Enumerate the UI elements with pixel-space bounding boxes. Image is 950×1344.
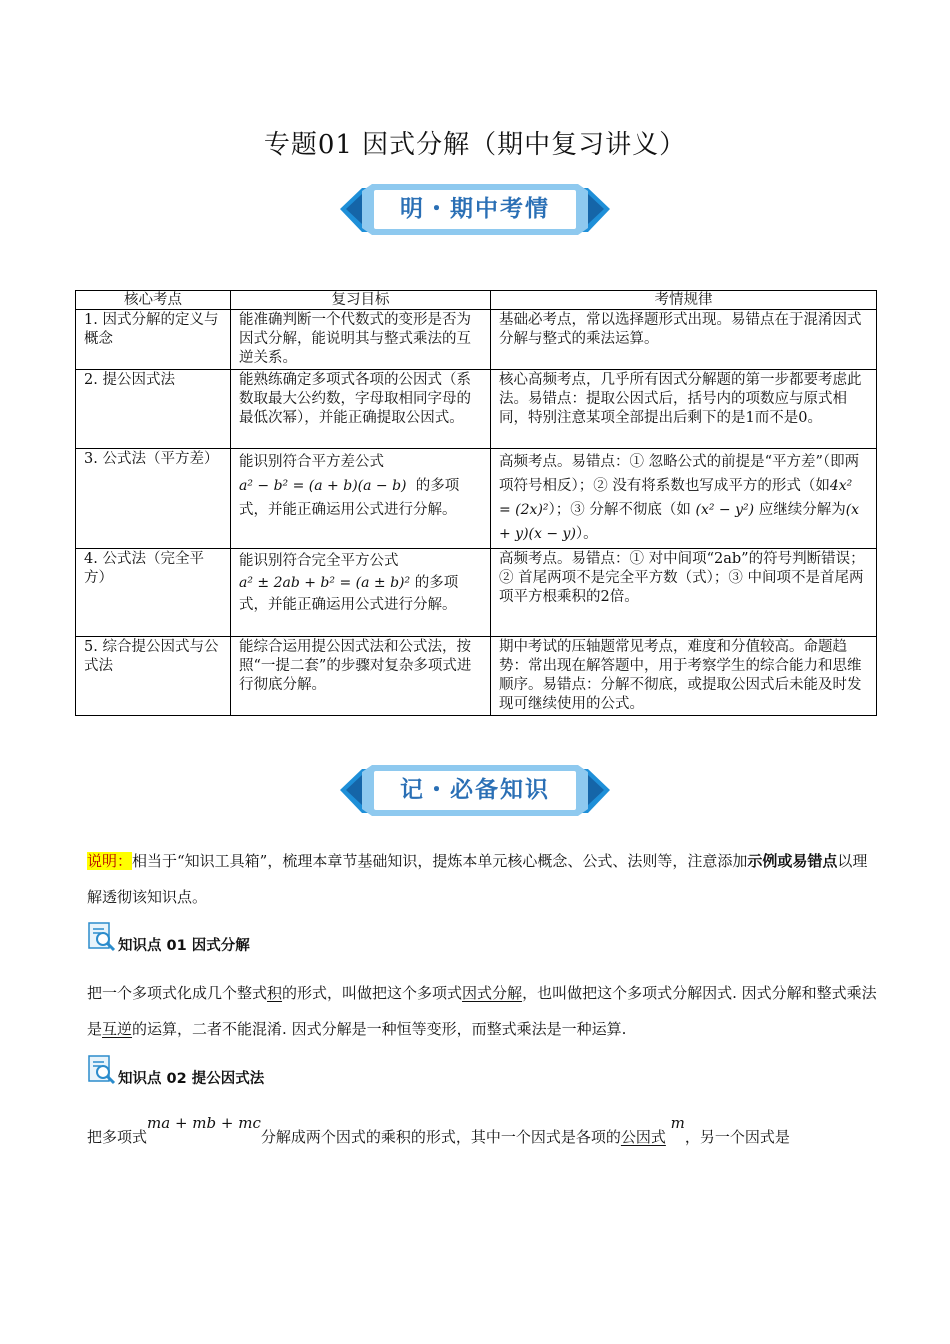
underlined-term: 互逆 bbox=[102, 1020, 133, 1038]
underlined-term: 积 bbox=[267, 984, 283, 1002]
rule-formula: (x² − y²) bbox=[695, 502, 755, 518]
banner-title: 明・期中考情 bbox=[400, 196, 550, 222]
note-bold: 示例或易错点 bbox=[747, 852, 838, 870]
cell-goal bbox=[231, 549, 491, 637]
cell-goal bbox=[231, 449, 491, 549]
exam-analysis-table bbox=[75, 290, 877, 716]
note-text: 以理解透彻该知识点。 bbox=[87, 852, 868, 906]
body-text: 把多项式 bbox=[87, 1128, 148, 1146]
cell-topic: 4. 公式法（完全平方） bbox=[76, 549, 231, 637]
body-text: ，另一个因式是 bbox=[684, 1128, 790, 1146]
rule-formula: 4x² = (2x)² bbox=[499, 478, 853, 518]
body-text: ，也叫做把这个多项式分解因式. 因式分解和整式乘法是 bbox=[87, 984, 877, 1038]
rule-text: 应继续分解为 bbox=[758, 502, 846, 518]
note-text: 相当于“知识工具箱”，梳理本章节基础知识，提炼本单元核心概念、公式、法则等，注意添加 bbox=[132, 852, 748, 870]
cell-topic: 5. 综合提公因式与公式法 bbox=[76, 637, 231, 716]
magnifier-document-icon bbox=[87, 1055, 117, 1085]
table-header-row bbox=[76, 291, 877, 310]
common-factor-symbol: m bbox=[670, 1114, 685, 1132]
knowledge-point-title: 知识点 01 因式分解 bbox=[118, 938, 250, 954]
difference-of-squares-formula: a² − b² = (a + b)(a − b) bbox=[239, 478, 407, 494]
rule-text: ）。 bbox=[575, 526, 598, 542]
cell-rule: 期中考试的压轴题常见考点，难度和分值较高。命题趋势：常出现在解答题中，用于考察学生的综合能力和思维顺序。易错点：分解不彻底，或提取公因式后未能及时发现可继续使用的公式。 bbox=[491, 637, 877, 716]
cell-rule bbox=[491, 449, 877, 549]
header-rule: 考情规律 bbox=[491, 291, 877, 310]
cell-goal: 能准确判断一个代数式的变形是否为因式分解，能说明其与整式乘法的互逆关系。 bbox=[231, 310, 491, 370]
cell-rule: 高频考点。易错点：① 对中间项“2ab”的符号判断错误；② 首尾两项不是完全平方数（式）；③ 中间项不是首尾两项平方根乘积的2倍。 bbox=[491, 549, 877, 637]
document-title: 专题01 因式分解（期中复习讲义） bbox=[263, 130, 687, 160]
polynomial-formula: ma + mb + mc bbox=[147, 1114, 261, 1132]
body-text: 的运算，二者不能混淆. 因式分解是一种恒等变形，而整式乘法是一种运算. bbox=[132, 1020, 627, 1038]
cell-goal: 能熟练确定多项式各项的公因式（系数取最大公约数，字母取相同字母的最低次幂），并能正确提取公因式。 bbox=[231, 370, 491, 449]
section-banner-exam bbox=[340, 184, 610, 238]
header-goal: 复习目标 bbox=[231, 291, 491, 310]
goal-text: 能识别符合完全平方公式 bbox=[239, 553, 399, 569]
table-row bbox=[76, 637, 877, 716]
knowledge-point-body bbox=[87, 1113, 877, 1161]
table-row bbox=[76, 549, 877, 637]
perfect-square-formula: a² ± 2ab + b² = (a ± b)² bbox=[239, 575, 411, 591]
note-paragraph bbox=[87, 843, 877, 915]
cell-rule: 基础必考点，常以选择题形式出现。易错点在于混淆因式分解与整式的乘法运算。 bbox=[491, 310, 877, 370]
header-topic: 核心考点 bbox=[76, 291, 231, 310]
cell-goal: 能综合运用提公因式法和公式法，按照“一提二套”的步骤对复杂多项式进行彻底分解。 bbox=[231, 637, 491, 716]
underlined-term: 因式分解 bbox=[462, 984, 523, 1002]
section-banner-knowledge bbox=[340, 765, 610, 819]
magnifier-document-icon bbox=[87, 922, 117, 952]
banner-title: 记・必备知识 bbox=[400, 777, 550, 803]
underlined-term: 公因式 bbox=[620, 1128, 666, 1146]
cell-rule: 核心高频考点，几乎所有因式分解题的第一步都要考虑此法。易错点：提取公因式后，括号内的项数应与原式相同，特别注意某项全部提出后剩下的是1而不是0。 bbox=[491, 370, 877, 449]
knowledge-point-title: 知识点 02 提公因式法 bbox=[118, 1071, 265, 1087]
cell-topic: 2. 提公因式法 bbox=[76, 370, 231, 449]
body-text: 分解成两个因式的乘积的形式，其中一个因式是各项的 bbox=[260, 1128, 621, 1146]
goal-text: 能识别符合平方差公式 bbox=[239, 454, 384, 470]
rule-text: 高频考点。易错点：① 忽略公式的前提是“平方差”（即两项符号相反）；② 没有将系数也写成平方的形式（如 bbox=[499, 454, 860, 494]
table-row bbox=[76, 449, 877, 549]
rule-text: ）；③ 分解不彻底（如 bbox=[548, 502, 691, 518]
rule-formula: (x + y)(x − y) bbox=[499, 502, 860, 542]
goal-text: 的多项式，并能正确运用公式进行分解。 bbox=[239, 478, 460, 518]
goal-text: 的多项式，并能正确运用公式进行分解。 bbox=[239, 575, 459, 613]
body-text: 的形式，叫做把这个多项式 bbox=[282, 984, 463, 1002]
table-row bbox=[76, 310, 877, 370]
body-text: 把一个多项式化成几个整式 bbox=[87, 984, 268, 1002]
knowledge-point-body bbox=[87, 975, 877, 1047]
cell-topic: 3. 公式法（平方差） bbox=[76, 449, 231, 549]
table-row bbox=[76, 370, 877, 449]
note-label: 说明： bbox=[87, 852, 133, 870]
cell-topic: 1. 因式分解的定义与概念 bbox=[76, 310, 231, 370]
